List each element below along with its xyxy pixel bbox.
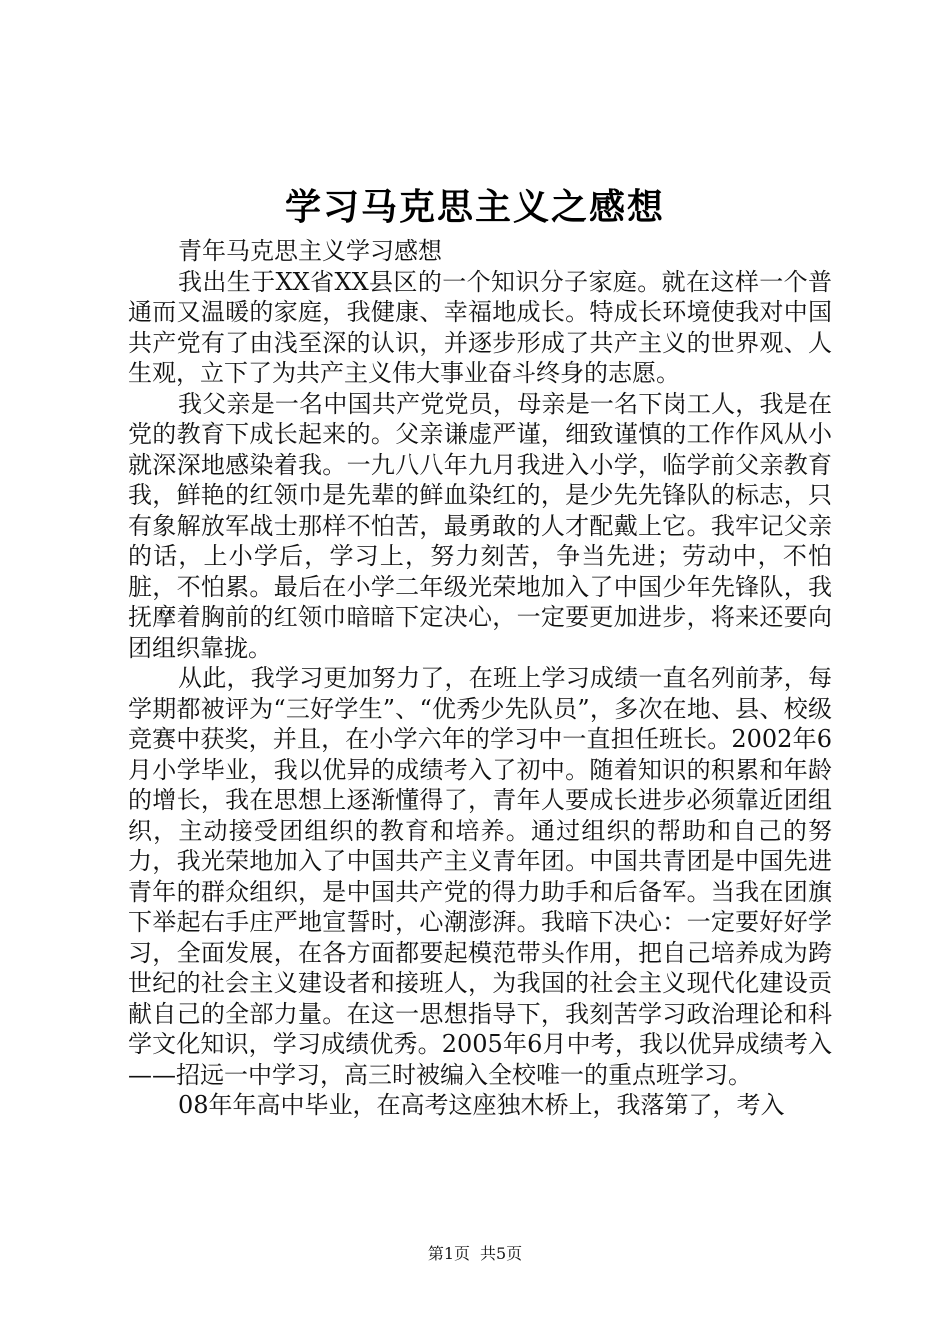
- paragraph-1: 我出生于XX省XX县区的一个知识分子家庭。就在这样一个普通而又温暖的家庭，我健康、幸福地成长。特成长环境使我对中国共产党有了由浅至深的认识，并逐步形成了共产主义的世界观、人生观，立下了为共产主义伟大事业奋斗终身的志愿。: [128, 267, 832, 387]
- paragraph-3: 从此，我学习更加努力了，在班上学习成绩一直名列前茅，每学期都被评为“三好学生”、“优秀少先队员”，多次在地、县、校级竞赛中获奖，并且，在小学六年的学习中一直担任班长。2002年6月小学毕业，我以优异的成绩考入了初中。随着知识的积累和年龄的增长，我在思想上逐渐懂得了，青年人要成长进步必须靠近团组织，主动接受团组织的教育和培养。通过组织的帮助和自己的努力，我光荣地加入了中国共产主义青年团。中国共青团是中国先进青年的群众组织，是中国共产党的得力助手和后备军。当我在团旗下举起右手庄严地宣誓时，心潮澎湃。我暗下决心：一定要好好学习，全面发展，在各方面都要起模范带头作用，把自己培养成为跨世纪的社会主义建设者和接班人，为我国的社会主义现代化建设贡献自己的全部力量。在这一思想指导下，我刻苦学习政治理论和科学文化知识，学习成绩优秀。2005年6月中考，我以优异成绩考入——招远一中学习，高三时被编入全校唯一的重点班学习。: [128, 664, 832, 1089]
- paragraph-4: 08年年高中毕业，在高考这座独木桥上，我落第了，考入: [178, 1091, 785, 1119]
- page-footer: [0, 1243, 950, 1265]
- document-subtitle: 青年马克思主义学习感想: [178, 237, 442, 265]
- paragraph-2: 我父亲是一名中国共产党党员，母亲是一名下岗工人，我是在党的教育下成长起来的。父亲谦虚严谨，细致谨慎的工作作风从小就深深地感染着我。一九八八年九月我进入小学，临学前父亲教育我，鲜艳的红领巾是先辈的鲜血染红的，是少先先锋队的标志，只有象解放军战士那样不怕苦，最勇敢的人才配戴上它。我牢记父亲的话，上小学后，学习上，努力刻苦，争当先进；劳动中，不怕脏，不怕累。最后在小学二年级光荣地加入了中国少年先锋队，我抚摩着胸前的红领巾暗暗下定决心，一定要更加进步，将来还要向团组织靠拢。: [128, 389, 832, 662]
- document-body: [128, 236, 832, 1121]
- page-total: 共5页: [480, 1244, 523, 1263]
- document-title: 学习马克思主义之感想: [284, 186, 665, 228]
- page-number: 第1页: [427, 1244, 470, 1263]
